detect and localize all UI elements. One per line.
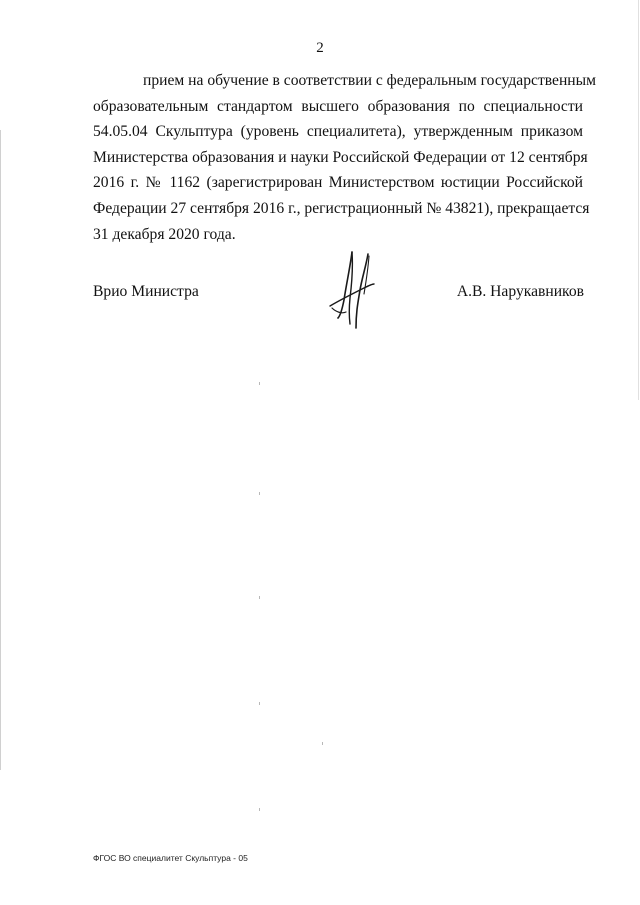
footer-document-tag: ФГОС ВО специалитет Скульптура - 05: [93, 853, 248, 863]
scan-speck: [259, 382, 260, 385]
handwritten-signature: [322, 248, 382, 330]
scan-speck: [259, 492, 260, 495]
paragraph-line: 2016 г. № 1162 (зарегистрирован Министерством юстиции Российской: [93, 174, 583, 192]
scan-edge-left: [0, 130, 1, 770]
scan-speck: [259, 596, 260, 599]
scan-speck: [322, 742, 323, 745]
paragraph-text: [93, 68, 596, 247]
page-number: 2: [316, 40, 324, 56]
paragraph-line: прием на обучение в соответствии с федеральным государственным: [143, 72, 596, 89]
paragraph-line: образовательным стандартом высшего образования по специальности: [93, 97, 583, 115]
paragraph-line: Министерства образования и науки Российской Федерации от 12 сентября: [93, 148, 588, 166]
scan-speck: [259, 808, 260, 811]
signatory-name: А.В. Нарукавников: [456, 283, 584, 300]
paragraph-line: 54.05.04 Скульптура (уровень специалитета), утвержденным приказом: [93, 123, 583, 141]
scan-speck: [259, 702, 260, 705]
scan-edge-right: [638, 0, 639, 400]
paragraph-line: 31 декабря 2020 года.: [93, 225, 236, 243]
signatory-position: Врио Министра: [93, 283, 199, 300]
paragraph-line: Федерации 27 сентября 2016 г., регистрационный № 43821), прекращается: [93, 199, 590, 217]
